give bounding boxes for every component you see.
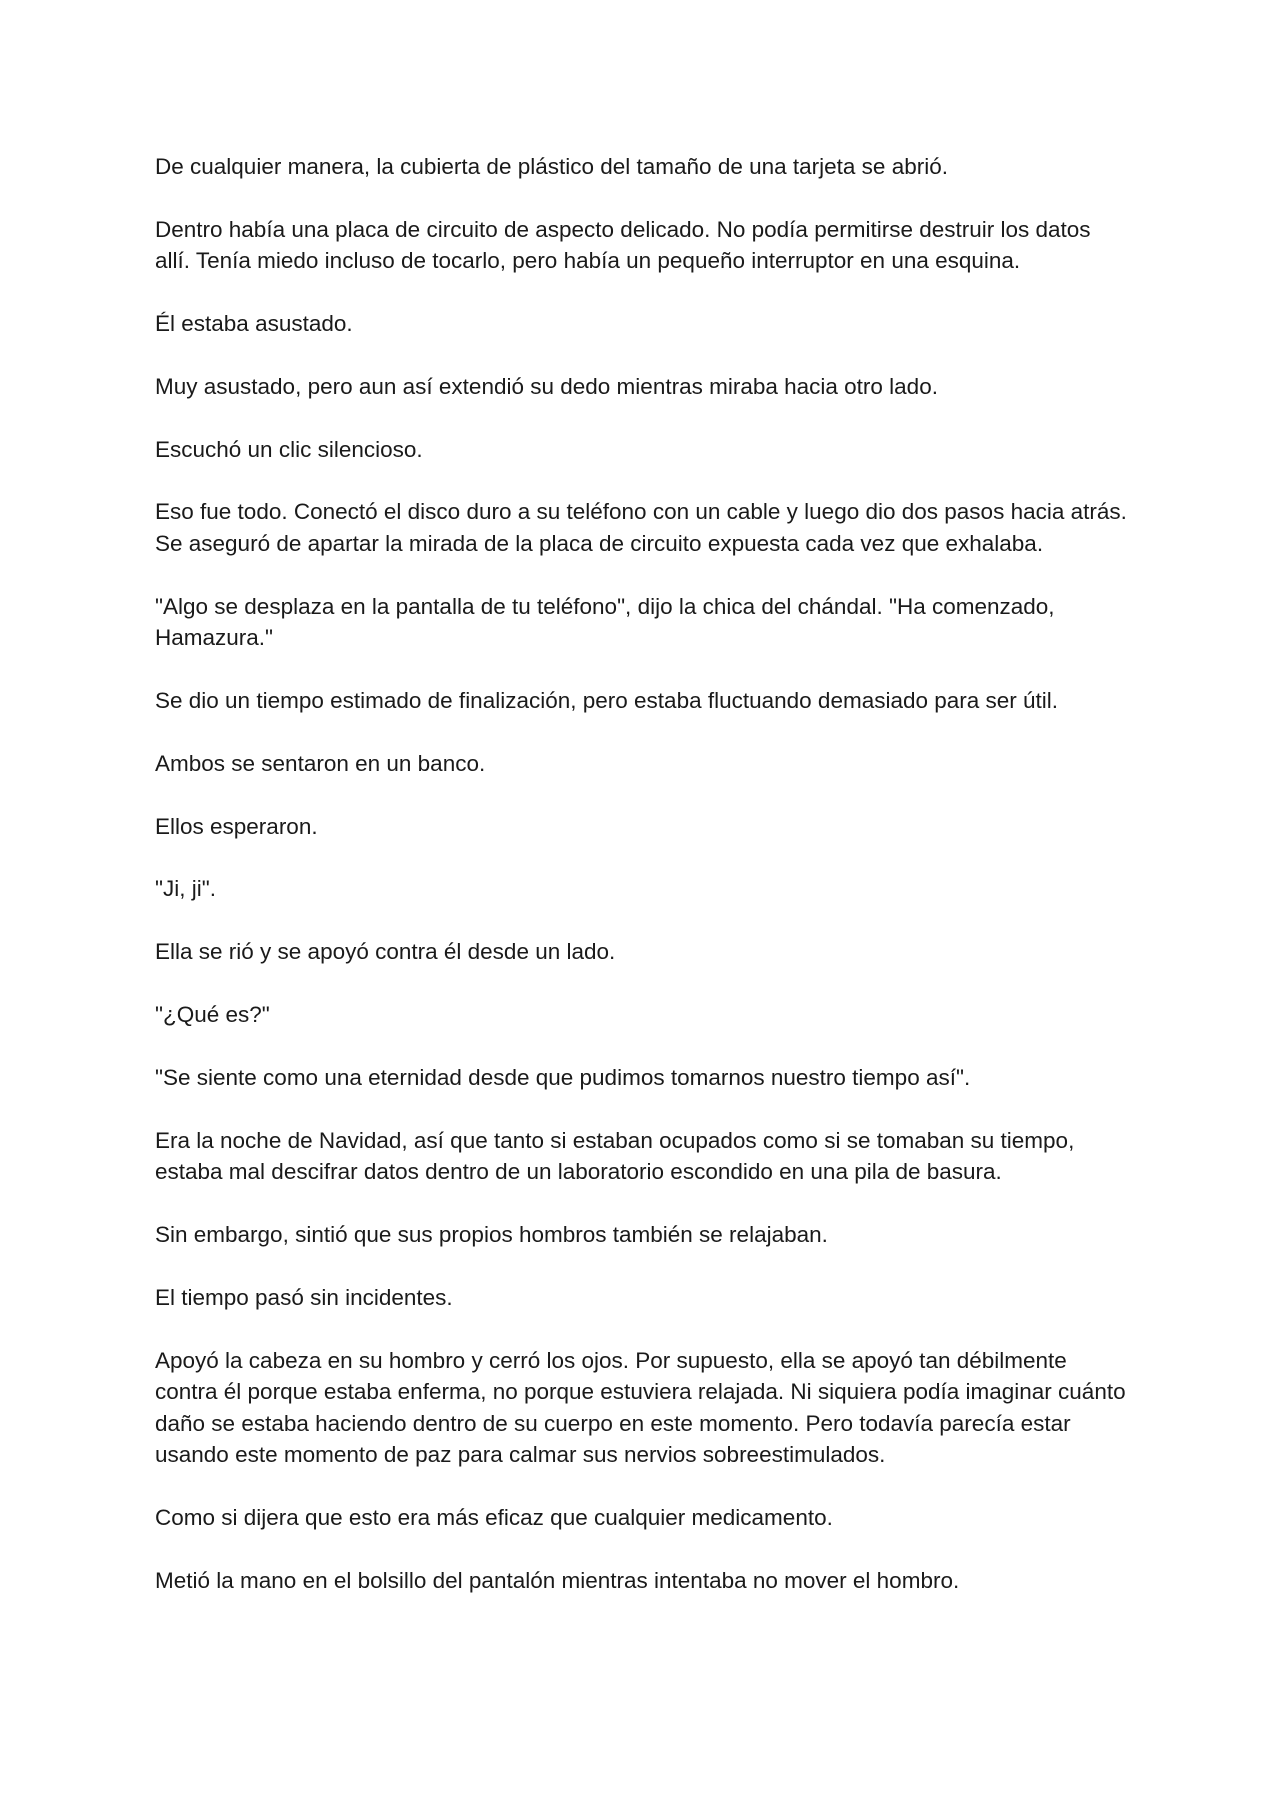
paragraph: El tiempo pasó sin incidentes. (155, 1284, 453, 1310)
paragraph: "Algo se desplaza en la pantalla de tu teléfono", dijo la chica del chándal. "Ha comenzado, Hamazura." (155, 593, 1055, 651)
paragraph: Dentro había una placa de circuito de aspecto delicado. No podía permitirse destruir los datos allí. Tenía miedo incluso de tocarlo, pero había un pequeño interruptor en una esquina. (155, 216, 1091, 274)
paragraph: Ellos esperaron. (155, 813, 318, 839)
document-page (155, 151, 1130, 1627)
paragraph: Se dio un tiempo estimado de finalización, pero estaba fluctuando demasiado para ser útil. (155, 688, 1059, 714)
paragraph: Como si dijera que esto era más eficaz que cualquier medicamento. (155, 1504, 833, 1530)
paragraph: Él estaba asustado. (155, 311, 353, 337)
paragraph: Eso fue todo. Conectó el disco duro a su teléfono con un cable y luego dio dos pasos hacia atrás. Se aseguró de apartar la mirada de la placa de circuito expuesta cada vez que exhalaba. (155, 499, 1127, 556)
paragraph: "Se siente como una eternidad desde que pudimos tomarnos nuestro tiempo así". (155, 1064, 971, 1090)
paragraph: Sin embargo, sintió que sus propios hombros también se relajaban. (155, 1221, 828, 1247)
paragraph: Apoyó la cabeza en su hombro y cerró los ojos. Por supuesto, ella se apoyó tan débilmente contra él porque estaba enferma, no porque estuviera relajada. Ni siquiera podía imaginar cuánto daño se estaba haciendo dentro de su cuerpo en este momento. Pero todavía parecía estar usando este momento de paz para calmar sus nervios sobreestimulados. (155, 1347, 1126, 1468)
paragraph: Ambos se sentaron en un banco. (155, 750, 486, 776)
paragraph: Era la noche de Navidad, así que tanto si estaban ocupados como si se tomaban su tiempo, estaba mal descifrar datos dentro de un laboratorio escondido en una pila de basura. (155, 1127, 1075, 1185)
paragraph: Muy asustado, pero aun así extendió su dedo mientras miraba hacia otro lado. (155, 373, 938, 399)
paragraph: De cualquier manera, la cubierta de plástico del tamaño de una tarjeta se abrió. (155, 154, 948, 179)
paragraph: "Ji, ji". (155, 876, 216, 902)
paragraph: Ella se rió y se apoyó contra él desde un lado. (155, 939, 616, 965)
paragraph: Metió la mano en el bolsillo del pantalón mientras intentaba no mover el hombro. (155, 1567, 960, 1593)
paragraph: "¿Qué es?" (155, 1002, 270, 1028)
paragraph: Escuchó un clic silencioso. (155, 436, 423, 462)
